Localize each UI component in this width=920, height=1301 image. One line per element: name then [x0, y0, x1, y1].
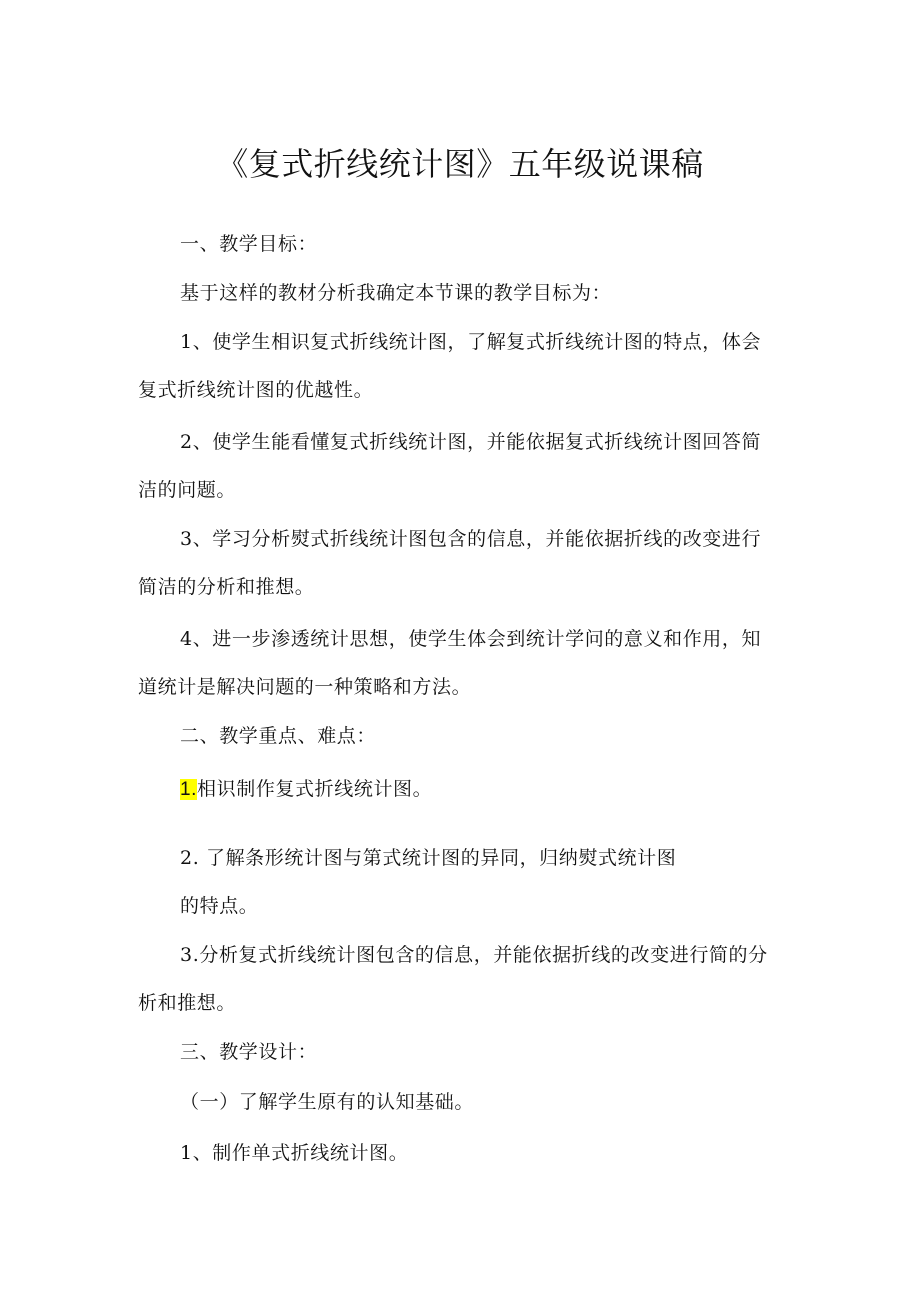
key-point-1 — [180, 776, 432, 803]
key-point-3-line-1: 3.分析复式折线统计图包含的信息，并能依据折线的改变进行简的分 — [180, 944, 768, 966]
key-point-2-line-1: 2. 了解条形统计图与第式统计图的异同，归纳熨式统计图 — [180, 847, 677, 869]
section-heading-objectives: 一、教学目标： — [180, 233, 318, 255]
paragraph-objective-2-line-2: 洁的问题。 — [138, 479, 237, 501]
paragraph-objective-2-line-1: 2、使学生能看懂复式折线统计图，并能依据复式折线统计图回答简 — [180, 431, 762, 453]
subsection-heading-1: （一）了解学生原有的认知基础。 — [180, 1091, 475, 1113]
key-point-2-line-2: 的特点。 — [180, 895, 259, 917]
section-heading-key-points: 二、教学重点、难点： — [180, 725, 377, 747]
paragraph-intro: 基于这样的教材分析我确定本节课的教学目标为： — [180, 282, 612, 304]
paragraph-objective-4-line-1: 4、进一步渗透统计思想，使学生体会到统计学问的意义和作用，知 — [180, 628, 762, 650]
key-point-1-text: 相识制作复式折线统计图。 — [197, 778, 433, 800]
design-step-1: 1、制作单式折线统计图。 — [180, 1142, 409, 1164]
paragraph-objective-1-line-2: 复式折线统计图的优越性。 — [138, 379, 374, 401]
document-title: 《复式折线统计图》五年级说课稿 — [216, 145, 704, 183]
section-heading-design: 三、教学设计： — [180, 1041, 318, 1063]
paragraph-objective-3-line-2: 简洁的分析和推想。 — [138, 576, 315, 598]
paragraph-objective-4-line-2: 道统计是解决问题的一种策略和方法。 — [138, 676, 472, 698]
key-point-3-line-2: 析和推想。 — [138, 992, 237, 1014]
key-point-1-number: 1. — [180, 779, 198, 800]
paragraph-objective-3-line-1: 3、学习分析熨式折线统计图包含的信息，并能依据折线的改变进行 — [180, 528, 762, 550]
paragraph-objective-1-line-1: 1、使学生相识复式折线统计图，了解复式折线统计图的特点，体会 — [180, 331, 762, 353]
